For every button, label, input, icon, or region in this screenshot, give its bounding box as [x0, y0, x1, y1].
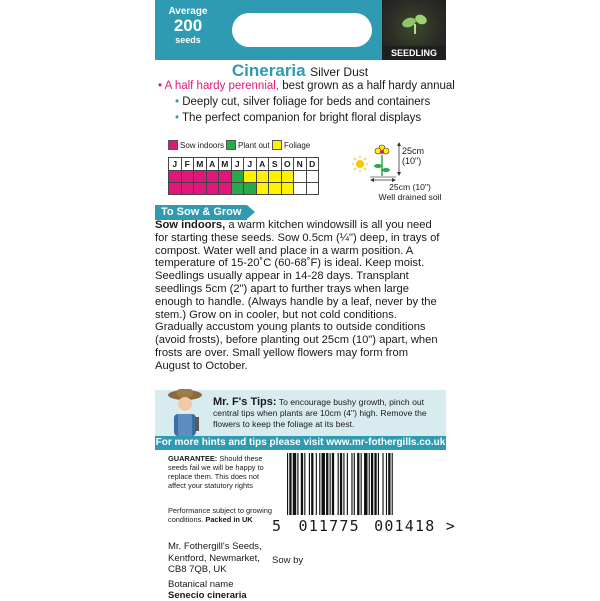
sun-icon: [352, 156, 368, 172]
seed-count-badge: [160, 5, 216, 55]
barcode-bar: [386, 453, 387, 515]
barcode-bar: [304, 453, 305, 515]
guarantee-text: [168, 454, 268, 490]
tips-text: [213, 397, 443, 430]
calendar-month: M: [219, 158, 232, 171]
website-banner: For more hints and tips please visit www.mr-fothergills.co.uk: [155, 437, 446, 448]
calendar-cell-empty: [306, 183, 319, 195]
calendar-cell-plant: [231, 171, 244, 183]
calendar-month: A: [256, 158, 269, 171]
bullet-2-text: Deeply cut, silver foliage for beds and containers: [182, 96, 431, 108]
calendar-cell-sow: [194, 171, 207, 183]
product-name: Cineraria: [231, 61, 306, 80]
spread-value: 25cm (10"): [389, 182, 431, 192]
calendar-month: J: [244, 158, 257, 171]
calendar-cell-plant: [244, 183, 257, 195]
sow-grow-body: a warm kitchen windowsill is all you need for starting these seeds. Sow 0.5cm (¼") deep, in trays of compost. Water well and place in a warm position. A temperature of 15-20˚C (60-68˚F) is ideal. Keep moist. Seedlings usually appear in 14-28 days. Transplant seedlings 5cm (2") apart to further trays when large enough to handle. (Always handle by a leaf, never by the stem.) Grow on in cooler, but not cold conditions. Gradually accustom young plants to outside conditions (avoid frosts), before planting out 25cm (10") apart, when frosts are over. Small yellow flowers may form from August to October.: [155, 219, 440, 372]
barcode-bar: [289, 453, 291, 515]
barcode-bar: [354, 453, 355, 515]
calendar-cell-foliage: [256, 183, 269, 195]
spread-label: [370, 182, 450, 202]
barcode-bar: [371, 453, 373, 515]
guarantee-body: Should these seeds fail we will be happy to replace them. This does not affect your statutory rights: [168, 454, 264, 490]
legend-plant-out: [226, 140, 270, 150]
barcode-bar: [330, 453, 331, 515]
barcode-bar: [388, 453, 390, 515]
barcode-bar: [316, 453, 317, 515]
calendar-month: D: [306, 158, 319, 171]
tips-body: To encourage bushy growth, pinch out central tips when plants are 10cm (4") high. Remove the flowers to keep the foliage at its best.: [213, 397, 427, 429]
height-label: [402, 146, 424, 166]
performance-text: [168, 506, 273, 524]
calendar-cell-foliage: [281, 171, 294, 183]
product-variety: Silver Dust: [310, 65, 369, 79]
product-title: [0, 61, 600, 81]
barcode-bar: [374, 453, 376, 515]
seed-count: 200: [173, 16, 203, 35]
calendar-cell-empty: [306, 171, 319, 183]
barcode-bar: [301, 453, 303, 515]
barcode: [285, 453, 441, 519]
calendar-cell-sow: [219, 171, 232, 183]
barcode-bar: [297, 453, 298, 515]
sow-grow-text: [155, 219, 445, 373]
barcode-bar: [392, 453, 393, 515]
calendar-cell-sow: [181, 183, 194, 195]
calendar-cell-empty: [294, 171, 307, 183]
calendar-month: J: [231, 158, 244, 171]
sow-by-label: Sow by: [272, 555, 304, 566]
barcode-bar: [347, 453, 348, 515]
height-value-in: (10"): [402, 156, 422, 166]
legend-swatch-foliage: [272, 140, 282, 150]
botanical: [168, 579, 247, 601]
calendar-month: F: [181, 158, 194, 171]
gardener-illustration: [160, 387, 210, 436]
average-label: Average: [168, 6, 208, 17]
botanical-label: Botanical name: [168, 579, 234, 590]
legend-label-sow: Sow indoors: [180, 140, 225, 150]
calendar-cell-sow: [219, 183, 232, 195]
seedling-label: SEEDLING: [382, 46, 446, 60]
calendar-month: S: [269, 158, 282, 171]
calendar-cell-empty: [294, 183, 307, 195]
calendar-cell-foliage: [269, 183, 282, 195]
calendar-month: A: [206, 158, 219, 171]
calendar-month: J: [169, 158, 182, 171]
seeds-label: seeds: [175, 35, 201, 45]
sow-grow-heading: To Sow & Grow: [155, 205, 247, 220]
address-line-3: CB8 7QB, UK: [168, 564, 227, 575]
guarantee-label: GUARANTEE:: [168, 454, 218, 463]
bullet-1: • A half hardy perennial, best grown as a half hardy annual: [158, 80, 455, 92]
legend-sow-indoors: [168, 140, 224, 150]
barcode-bar: [338, 453, 339, 515]
barcode-group-1: 011775: [298, 517, 360, 535]
barcode-bar: [311, 453, 313, 515]
sowing-calendar: [168, 157, 319, 195]
barcode-bar: [287, 453, 288, 515]
calendar-cell-sow: [169, 183, 182, 195]
barcode-bar: [361, 453, 362, 515]
legend-label-foliage: Foliage: [284, 140, 311, 150]
barcode-bar: [343, 453, 344, 515]
barcode-number: [272, 517, 456, 535]
barcode-bar: [378, 453, 379, 515]
bullet-3: • The perfect companion for bright floral displays: [175, 112, 422, 124]
botanical-name: Senecio cineraria: [168, 590, 247, 601]
calendar-cell-foliage: [256, 171, 269, 183]
barcode-bar: [364, 453, 367, 515]
legend-label-plant: Plant out: [238, 140, 270, 150]
tips-label: Mr. F's Tips:: [213, 396, 277, 408]
sow-grow-lead: Sow indoors,: [155, 219, 226, 231]
calendar-cell-sow: [194, 183, 207, 195]
barcode-bar: [369, 453, 370, 515]
bullet-3-text: The perfect companion for bright floral displays: [182, 112, 422, 124]
bullet-1-text: best grown as a half hardy annual: [279, 80, 455, 92]
legend-foliage: [272, 140, 310, 150]
barcode-bar: [326, 453, 328, 515]
calendar-cell-plant: [231, 183, 244, 195]
barcode-bar: [357, 453, 359, 515]
name-pill: [232, 13, 372, 47]
barcode-bar: [309, 453, 310, 515]
legend-swatch-plant: [226, 140, 236, 150]
calendar-cell-foliage: [269, 171, 282, 183]
performance-body: Performance subject to growing conditions.: [168, 506, 272, 524]
barcode-arrow: >: [445, 517, 456, 535]
packed-in: Packed in UK: [203, 515, 253, 524]
address-line-2: Kentford, Newmarket,: [168, 552, 260, 564]
calendar-cell-foliage: [281, 183, 294, 195]
calendar-month: N: [294, 158, 307, 171]
calendar-month: O: [281, 158, 294, 171]
bullet-2: • Deeply cut, silver foliage for beds and containers: [175, 96, 431, 108]
soil-label: Well drained soil: [378, 192, 442, 202]
flower-icon: [374, 145, 390, 176]
barcode-first-digit: 5: [272, 517, 283, 535]
barcode-bar: [322, 453, 325, 515]
calendar-cell-sow: [181, 171, 194, 183]
legend-swatch-sow: [168, 140, 178, 150]
address: [168, 541, 262, 576]
barcode-bar: [332, 453, 334, 515]
calendar-cell-foliage: [244, 171, 257, 183]
barcode-bar: [340, 453, 342, 515]
calendar-month: M: [194, 158, 207, 171]
address-line-1: Mr. Fothergill's Seeds,: [168, 541, 262, 552]
barcode-bar: [319, 453, 320, 515]
barcode-group-2: 001418: [374, 517, 436, 535]
calendar-cell-sow: [206, 171, 219, 183]
bullet-1-highlight: A half hardy perennial,: [164, 80, 280, 92]
calendar-cell-sow: [206, 183, 219, 195]
barcode-bar: [382, 453, 383, 515]
height-value: 25cm: [402, 146, 425, 156]
calendar-cell-sow: [169, 171, 182, 183]
barcode-bar: [293, 453, 296, 515]
barcode-bar: [351, 453, 352, 515]
